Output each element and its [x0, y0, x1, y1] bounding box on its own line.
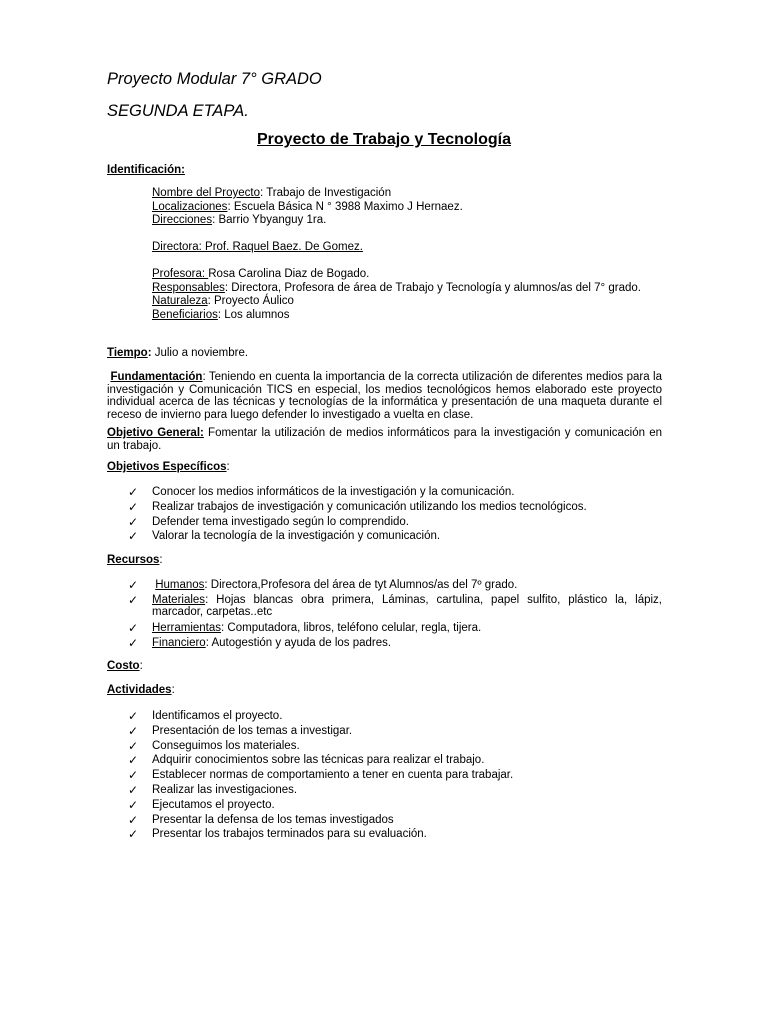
identificacion-heading: Identificación:: [107, 164, 185, 176]
check-icon: ✓: [128, 827, 139, 842]
check-icon: ✓: [128, 578, 139, 592]
header-line-1: Proyecto Modular 7° GRADO: [107, 70, 322, 88]
directora-line: Directora: Prof. Raquel Baez. De Gomez.: [152, 241, 363, 253]
list-item: ✓ Herramientas: Computadora, libros, teléfono celular, regla, tijera.: [128, 620, 482, 635]
recursos-list: [128, 578, 662, 650]
localizaciones-line: Localizaciones: Escuela Básica N ° 3988 Maximo J Hernaez.: [152, 200, 463, 213]
list-item: ✓ Conocer los medios informáticos de la investigación y la comunicación.: [128, 485, 515, 499]
naturaleza-line: Naturaleza: Proyecto Áulico: [152, 295, 294, 307]
check-icon: ✓: [128, 514, 139, 529]
list-item: ✓ Identificamos el proyecto.: [128, 709, 283, 723]
document-title: Proyecto de Trabajo y Tecnología: [257, 131, 511, 148]
actividades-list: [128, 709, 662, 842]
check-icon: ✓: [128, 782, 139, 797]
list-item: ✓ Humanos: Directora,Profesora del área de tyt Alumnos/as del 7º grado.: [128, 578, 518, 592]
costo-heading: Costo:: [107, 660, 143, 672]
responsables-line: Responsables: Directora, Profesora de área de Trabajo y Tecnología y alumnos/as del 7° grado.: [152, 281, 641, 294]
objetivo-general-paragraph: Objetivo General: Fomentar la utilización de medios informáticos para la investigación y comunicación en un trabajo.: [107, 427, 662, 452]
list-item: ✓ Financiero: Autogestión y ayuda de los padres.: [128, 635, 392, 650]
direcciones-line: Direcciones: Barrio Ybyanguy 1ra.: [152, 214, 327, 226]
objetivos-especificos-list: [128, 485, 662, 544]
check-icon: ✓: [128, 723, 139, 738]
list-item: ✓ Presentación de los temas a investigar.: [128, 723, 353, 738]
check-icon: ✓: [128, 709, 139, 723]
check-icon: ✓: [128, 738, 139, 753]
check-icon: ✓: [128, 485, 139, 499]
check-icon: ✓: [128, 768, 139, 783]
list-item: ✓ Realizar trabajos de investigación y comunicación utilizando los medios tecnológicos.: [128, 499, 587, 514]
check-icon: ✓: [128, 592, 139, 607]
identificacion-block-1: [152, 187, 662, 228]
list-item: ✓ Presentar la defensa de los temas investigados: [128, 812, 394, 827]
check-icon: ✓: [128, 620, 139, 635]
beneficiarios-line: Beneficiarios: Los alumnos: [152, 308, 290, 321]
list-item: ✓ Realizar las investigaciones.: [128, 782, 298, 797]
list-item: ✓ Ejecutamos el proyecto.: [128, 797, 275, 812]
objetivos-especificos-heading: Objetivos Específicos:: [107, 461, 230, 473]
nombre-line: Nombre del Proyecto: Trabajo de Investigación: [152, 187, 392, 199]
actividades-heading: Actividades:: [107, 684, 175, 696]
list-item: ✓ Adquirir conocimientos sobre las técnicas para realizar el trabajo.: [128, 753, 485, 768]
list-item: ✓ Conseguimos los materiales.: [128, 738, 300, 753]
list-item: ✓ Establecer normas de comportamiento a tener en cuenta para trabajar.: [128, 768, 514, 783]
check-icon: ✓: [128, 812, 139, 827]
list-item: ✓ Materiales: Hojas blancas obra primera, Láminas, cartulina, papel sulfito, plástico la, lápiz, marcador, carpetas..etc: [128, 592, 662, 619]
list-item: ✓ Valorar la tecnología de la investigación y comunicación.: [128, 529, 441, 544]
list-item: ✓ Presentar los trabajos terminados para su evaluación.: [128, 827, 427, 842]
header-line-2: SEGUNDA ETAPA.: [107, 102, 249, 120]
fundamentacion-paragraph: Fundamentación: Teniendo en cuenta la importancia de la correcta utilización de diferentes medios para la investigación y Comunicación TICS en especial, los medios tecnológicos hemos elaborado este proyecto individual acerca de las técnicas y tecnologías de la informática y presentación de una maqueta durante el receso de invierno para luego defender lo investigado a vuelta en clase.: [107, 371, 662, 421]
recursos-heading: Recursos:: [107, 554, 163, 566]
check-icon: ✓: [128, 499, 139, 514]
profesora-line: Profesora: Rosa Carolina Diaz de Bogado.: [152, 268, 370, 280]
list-item: ✓ Defender tema investigado según lo comprendido.: [128, 514, 409, 529]
check-icon: ✓: [128, 635, 139, 650]
tiempo-line: Tiempo: Julio a noviembre.: [107, 347, 249, 359]
check-icon: ✓: [128, 529, 139, 544]
check-icon: ✓: [128, 797, 139, 812]
check-icon: ✓: [128, 753, 139, 768]
identificacion-block-2: [152, 268, 662, 322]
